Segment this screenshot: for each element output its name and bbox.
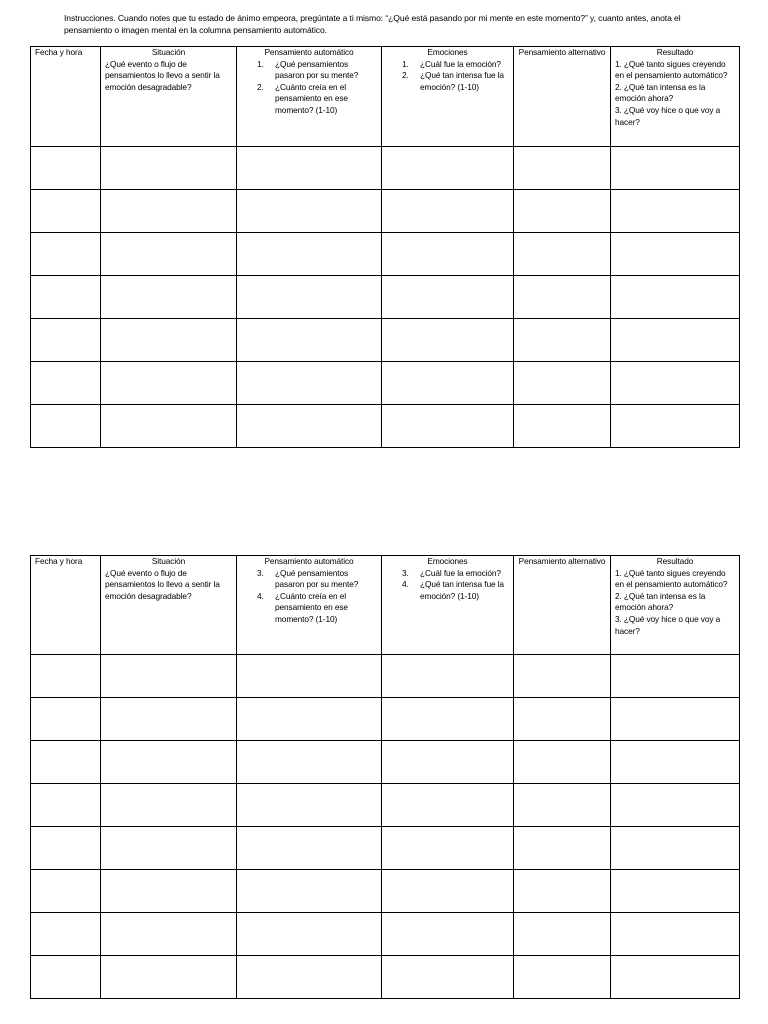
situacion-cell[interactable] [101,233,237,276]
pensamiento-automatico-cell[interactable] [237,741,382,784]
pensamiento-automatico-cell[interactable] [237,956,382,999]
emociones-cell[interactable] [382,233,514,276]
emociones-cell[interactable] [382,698,514,741]
fecha-hora-cell[interactable] [31,698,101,741]
situacion-cell[interactable] [101,870,237,913]
emociones-cell[interactable] [382,741,514,784]
pensamiento-automatico-cell[interactable] [237,233,382,276]
table-body [31,556,740,999]
pensamiento-alternativo-cell[interactable] [514,827,611,870]
emociones-cell[interactable] [382,190,514,233]
pensamiento-alternativo-cell[interactable] [514,276,611,319]
numbered-question: 4. ¿Cuánto creía en el pensamiento en ese momento? (1-10) [257,590,348,624]
pensamiento-alternativo-cell[interactable] [514,913,611,956]
emociones-cell[interactable] [382,405,514,448]
pensamiento-automatico-cell[interactable] [237,276,382,319]
header-situacion: Situación ¿Qué evento o flujo de pensamientos lo llevo a sentir la emoción desagradable? [101,556,237,655]
resultado-cell[interactable] [611,655,740,698]
numbered-question: 4. ¿Qué tan intensa fue la emoción? (1-10) [402,579,504,601]
pensamiento-automatico-cell[interactable] [237,147,382,190]
header-situacion: Situación ¿Qué evento o flujo de pensamientos lo llevo a sentir la emoción desagradable? [101,47,237,147]
resultado-cell[interactable] [611,362,740,405]
header-resultado: Resultado 1. ¿Qué tanto sigues creyendo en el pensamiento automático? 2. ¿Qué tan intensa es la emoción ahora? 3. ¿Qué voy hice o que voy a hacer? [611,47,740,147]
numbered-question: 3. ¿Qué pensamientos pasaron por su mente? [257,567,359,590]
thought-record-table-2 [30,555,740,999]
header-pensamiento-automatico: Pensamiento automático 1. ¿Qué pensamientos pasaron por su mente? 2. ¿Cuánto creía en el pensamiento en ese momento? (1-10) [237,47,382,147]
fecha-hora-cell[interactable] [31,276,101,319]
header-row [31,556,740,655]
emociones-cell[interactable] [382,784,514,827]
table-body [31,47,740,448]
fecha-hora-cell[interactable] [31,655,101,698]
emociones-cell[interactable] [382,147,514,190]
situacion-cell[interactable] [101,956,237,999]
situacion-cell[interactable] [101,405,237,448]
table-row [31,405,740,448]
table-row [31,362,740,405]
numbered-question: 2. ¿Qué tan intensa fue la emoción? (1-10) [402,70,504,92]
pensamiento-alternativo-cell[interactable] [514,956,611,999]
pensamiento-alternativo-cell[interactable] [514,233,611,276]
table-row [31,913,740,956]
resultado-cell[interactable] [611,233,740,276]
fecha-hora-cell[interactable] [31,870,101,913]
situacion-cell[interactable] [101,741,237,784]
pensamiento-automatico-cell[interactable] [237,698,382,741]
header-emociones: Emociones 1. ¿Cuál fue la emoción? 2. ¿Qué tan intensa fue la emoción? (1-10) [382,47,514,147]
table-row [31,233,740,276]
pensamiento-automatico-cell[interactable] [237,405,382,448]
pensamiento-automatico-cell[interactable] [237,827,382,870]
thought-record-table-1 [30,46,740,448]
resultado-cell[interactable] [611,784,740,827]
numbered-question: 1. ¿Qué pensamientos pasaron por su mente? [257,58,359,81]
pensamiento-alternativo-cell[interactable] [514,405,611,448]
emociones-cell[interactable] [382,956,514,999]
situacion-cell[interactable] [101,913,237,956]
header-fecha-hora: Fecha y hora [31,556,101,655]
table-row [31,147,740,190]
situacion-cell[interactable] [101,784,237,827]
pensamiento-alternativo-cell[interactable] [514,190,611,233]
numbered-question: 3. ¿Cuál fue la emoción? [402,567,501,578]
header-resultado: Resultado 1. ¿Qué tanto sigues creyendo en el pensamiento automático? 2. ¿Qué tan intensa es la emoción ahora? 3. ¿Qué voy hice o que voy a hacer? [611,556,740,655]
table-row [31,655,740,698]
pensamiento-alternativo-cell[interactable] [514,655,611,698]
fecha-hora-cell[interactable] [31,362,101,405]
fecha-hora-cell[interactable] [31,956,101,999]
pensamiento-automatico-cell[interactable] [237,319,382,362]
situacion-cell[interactable] [101,655,237,698]
pensamiento-automatico-cell[interactable] [237,913,382,956]
pensamiento-alternativo-cell[interactable] [514,784,611,827]
pensamiento-automatico-cell[interactable] [237,655,382,698]
fecha-hora-cell[interactable] [31,827,101,870]
resultado-cell[interactable] [611,698,740,741]
fecha-hora-cell[interactable] [31,190,101,233]
pensamiento-automatico-cell[interactable] [237,362,382,405]
situacion-cell[interactable] [101,190,237,233]
pensamiento-alternativo-cell[interactable] [514,698,611,741]
pensamiento-automatico-cell[interactable] [237,190,382,233]
resultado-cell[interactable] [611,276,740,319]
emociones-cell[interactable] [382,655,514,698]
resultado-cell[interactable] [611,405,740,448]
table-row [31,956,740,999]
instructions-text: Instrucciones. Cuando notes que tu estado de ánimo empeora, pregúntate a ti mismo: “¿Qué está pasando por mi mente en este momento?” y, cuanto antes, anota el pensamiento o imagen mental en la columna pensamiento automático. [64,13,681,36]
emociones-cell[interactable] [382,319,514,362]
fecha-hora-cell[interactable] [31,233,101,276]
pensamiento-alternativo-cell[interactable] [514,319,611,362]
resultado-cell[interactable] [611,956,740,999]
resultado-cell[interactable] [611,827,740,870]
header-pensamiento-alternativo: Pensamiento alternativo [514,47,611,147]
resultado-cell[interactable] [611,741,740,784]
table-row [31,741,740,784]
situacion-cell[interactable] [101,698,237,741]
fecha-hora-cell[interactable] [31,784,101,827]
table-row [31,784,740,827]
resultado-cell[interactable] [611,190,740,233]
header-row [31,47,740,147]
table-row [31,190,740,233]
fecha-hora-cell[interactable] [31,405,101,448]
resultado-cell[interactable] [611,147,740,190]
numbered-question: 1. ¿Cuál fue la emoción? [402,58,501,69]
emociones-cell[interactable] [382,827,514,870]
fecha-hora-cell[interactable] [31,913,101,956]
situacion-cell[interactable] [101,276,237,319]
pensamiento-alternativo-cell[interactable] [514,870,611,913]
resultado-cell[interactable] [611,870,740,913]
emociones-cell[interactable] [382,362,514,405]
table-row [31,827,740,870]
situacion-cell[interactable] [101,147,237,190]
pensamiento-alternativo-cell[interactable] [514,147,611,190]
fecha-hora-cell[interactable] [31,319,101,362]
emociones-cell[interactable] [382,870,514,913]
pensamiento-alternativo-cell[interactable] [514,362,611,405]
resultado-cell[interactable] [611,913,740,956]
pensamiento-alternativo-cell[interactable] [514,741,611,784]
table-row [31,870,740,913]
situacion-cell[interactable] [101,827,237,870]
numbered-question: 2. ¿Cuánto creía en el pensamiento en ese momento? (1-10) [257,81,348,115]
fecha-hora-cell[interactable] [31,741,101,784]
table-row [31,319,740,362]
header-pensamiento-alternativo: Pensamiento alternativo [514,556,611,655]
header-emociones: Emociones 3. ¿Cuál fue la emoción? 4. ¿Qué tan intensa fue la emoción? (1-10) [382,556,514,655]
pensamiento-automatico-cell[interactable] [237,870,382,913]
pensamiento-automatico-cell[interactable] [237,784,382,827]
table-row [31,276,740,319]
table-row [31,698,740,741]
header-pensamiento-automatico: Pensamiento automático 3. ¿Qué pensamientos pasaron por su mente? 4. ¿Cuánto creía en el pensamiento en ese momento? (1-10) [237,556,382,655]
emociones-cell[interactable] [382,913,514,956]
fecha-hora-cell[interactable] [31,147,101,190]
situacion-cell[interactable] [101,319,237,362]
situacion-cell[interactable] [101,362,237,405]
header-fecha-hora: Fecha y hora [31,47,101,147]
emociones-cell[interactable] [382,276,514,319]
resultado-cell[interactable] [611,319,740,362]
